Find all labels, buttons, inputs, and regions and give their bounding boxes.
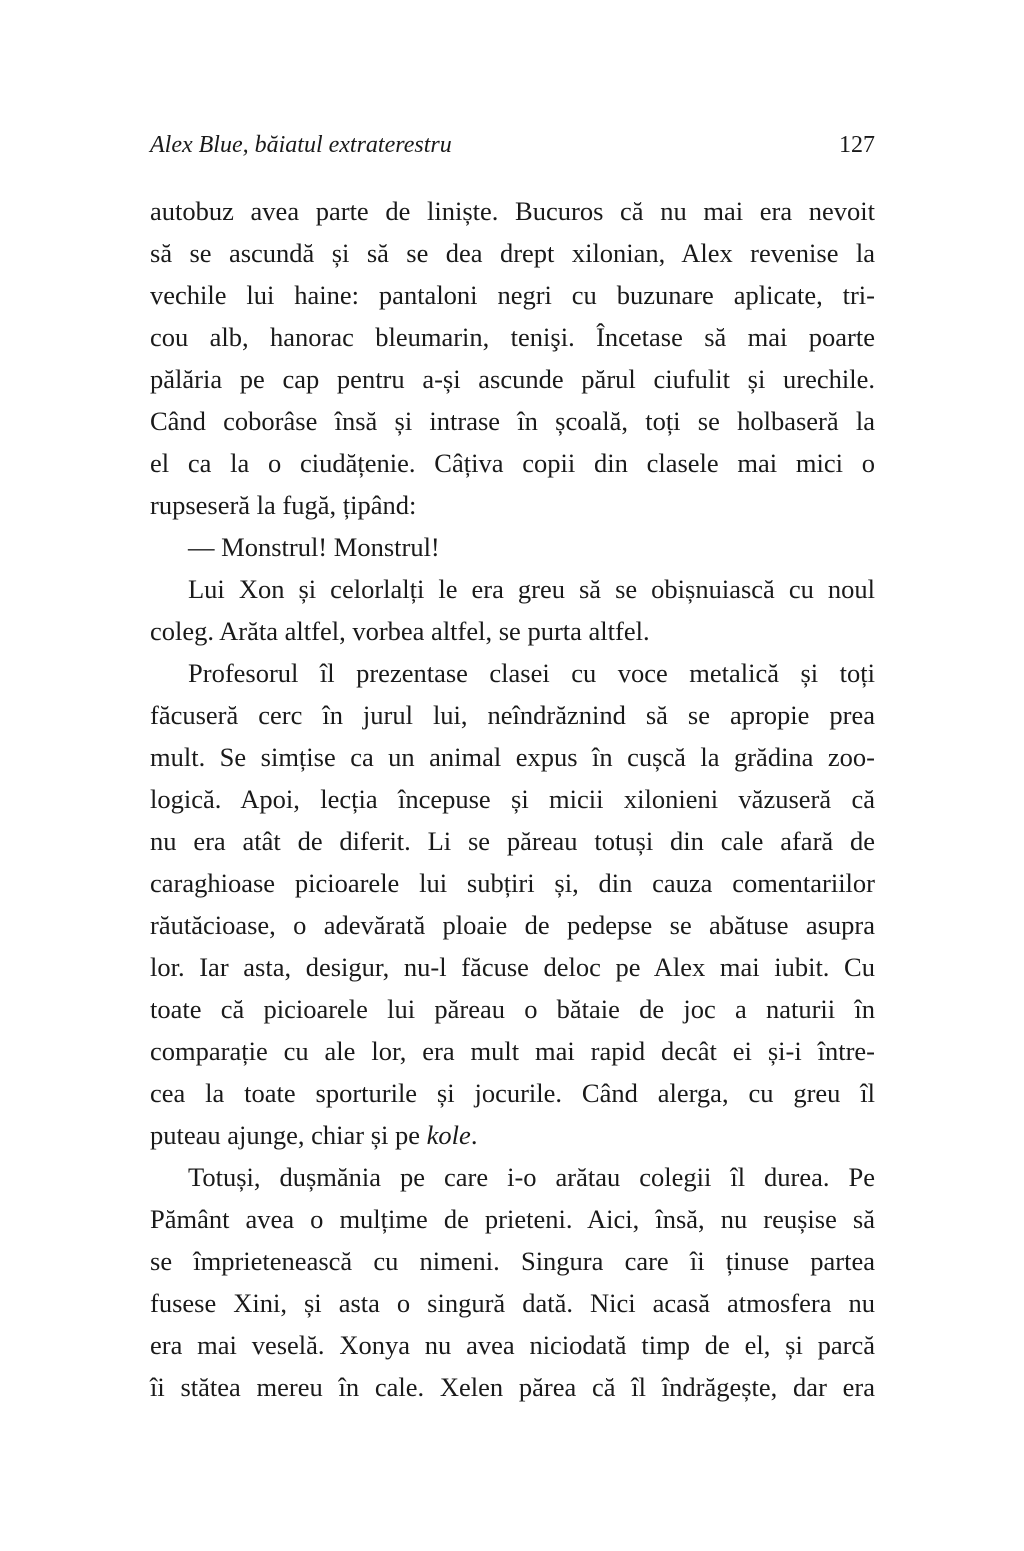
text-line: toate că picioarele lui păreau o bătaie de joc a naturii în [150,994,875,1024]
text-line: mult. Se simțise ca un animal expus în cușcă la grădina zoo- [150,742,875,772]
text-line: pălăria pe cap pentru a-și ascunde părul ciufulit și urechile. [150,364,875,394]
text-line: făcuseră cerc în jurul lui, neîndrăznind să se apropie prea [150,700,875,730]
text-line: cou alb, hanorac bleumarin, tenişi. Încetase să mai poarte [150,322,875,352]
text-line: Pământ avea o mulțime de prieteni. Aici, însă, nu reușise să [150,1204,875,1234]
text-line: el ca la o ciudățenie. Câțiva copii din clasele mai mici o [150,448,875,478]
text-segment: . [470,1120,478,1150]
text-line: coleg. Arăta altfel, vorbea altfel, se purta altfel. [150,616,650,646]
italic-word: kole [426,1120,471,1150]
text-line: logică. Apoi, lecția începuse și micii xilonieni văzuseră că [150,784,875,814]
text-segment: puteau ajunge, chiar și pe [150,1120,427,1150]
text-line: comparație cu ale lor, era mult mai rapid decât ei și-i între- [150,1036,875,1066]
text-line: să se ascundă și să se dea drept xilonian, Alex revenise la [150,238,875,268]
running-header [150,132,875,168]
text-line: rupseseră la fugă, țipând: [150,490,417,520]
text-line: se împrietenească cu nimeni. Singura care îi ținuse partea [150,1246,875,1276]
text-line: Lui Xon și celorlalți le era greu să se obișnuiască cu noul [188,574,875,604]
text-line: îi stătea mereu în cale. Xelen părea că îl îndrăgește, dar era [150,1372,875,1402]
text-line: vechile lui haine: pantaloni negri cu buzunare aplicate, tri- [150,280,875,310]
text-line: lor. Iar asta, desigur, nu-l făcuse deloc pe Alex mai iubit. Cu [150,952,875,982]
text-line [150,1114,875,1156]
text-line: autobuz avea parte de liniște. Bucuros că nu mai era nevoit [150,196,875,226]
running-title: Alex Blue, băiatul extraterestru [150,132,452,158]
paragraph [150,526,875,568]
body-text [150,190,875,1408]
paragraph [150,568,875,652]
text-line: Totuși, dușmănia pe care i-o arătau colegii îl durea. Pe [188,1162,875,1192]
text-line: era mai veselă. Xonya nu avea niciodată timp de el, și parcă [150,1330,875,1360]
text-line: caraghioase picioarele lui subțiri și, din cauza comentariilor [150,868,875,898]
text-line: Profesorul îl prezentase clasei cu voce metalică și toți [188,658,875,688]
text-line: răutăcioase, o adevărată ploaie de pedepse se abătuse asupra [150,910,875,940]
text-line: fusese Xini, și asta o singură dată. Nici acasă atmosfera nu [150,1288,875,1318]
text-line: — Monstrul! Monstrul! [188,532,440,562]
paragraph [150,190,875,526]
text-line: cea la toate sporturile și jocurile. Când alerga, cu greu îl [150,1078,875,1108]
text-line: nu era atât de diferit. Li se păreau totuși din cale afară de [150,826,875,856]
page-number: 127 [839,132,875,158]
paragraph [150,1156,875,1408]
paragraph [150,652,875,1156]
text-line: Când coborâse însă și intrase în școală, toți se holbaseră la [150,406,875,436]
